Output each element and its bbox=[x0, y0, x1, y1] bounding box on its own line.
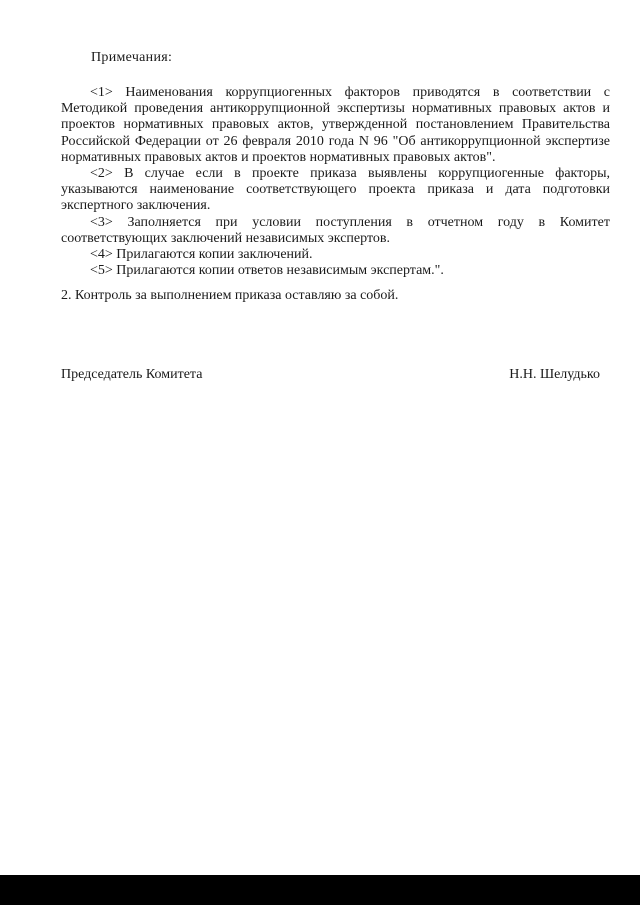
control-clause: 2. Контроль за выполнением приказа оставляю за собой. bbox=[61, 288, 399, 304]
scan-border bbox=[0, 875, 640, 905]
note-2: <2> В случае если в проекте приказа выявлены коррупциогенные факторы, указываются наименование соответствующего проекта приказа и дата подготовки экспертного заключения. bbox=[61, 166, 610, 214]
notes-title: Примечания: bbox=[91, 50, 173, 65]
notes-body bbox=[61, 85, 610, 305]
note-3: <3> Заполняется при условии поступления в отчетном году в Комитет соответствующих заключений независимых экспертов. bbox=[61, 214, 610, 246]
note-5: <5> Прилагаются копии ответов независимым экспертам.". bbox=[90, 263, 444, 279]
signature-block bbox=[61, 367, 600, 383]
note-1: <1> Наименования коррупциогенных факторов приводятся в соответствии с Методикой проведения антикоррупционной экспертизы нормативных правовых актов и проектов нормативных правовых актов, утвержденной постановлением Правительства Российской Федерации от 26 февраля 2010 года N 96 "Об антикоррупционной экспертизе нормативных правовых актов и проектов нормативных правовых актов". bbox=[61, 85, 610, 165]
signatory-title: Председатель Комитета bbox=[61, 367, 203, 382]
signatory-name: Н.Н. Шелудько bbox=[509, 367, 600, 382]
note-4: <4> Прилагаются копии заключений. bbox=[90, 247, 313, 263]
